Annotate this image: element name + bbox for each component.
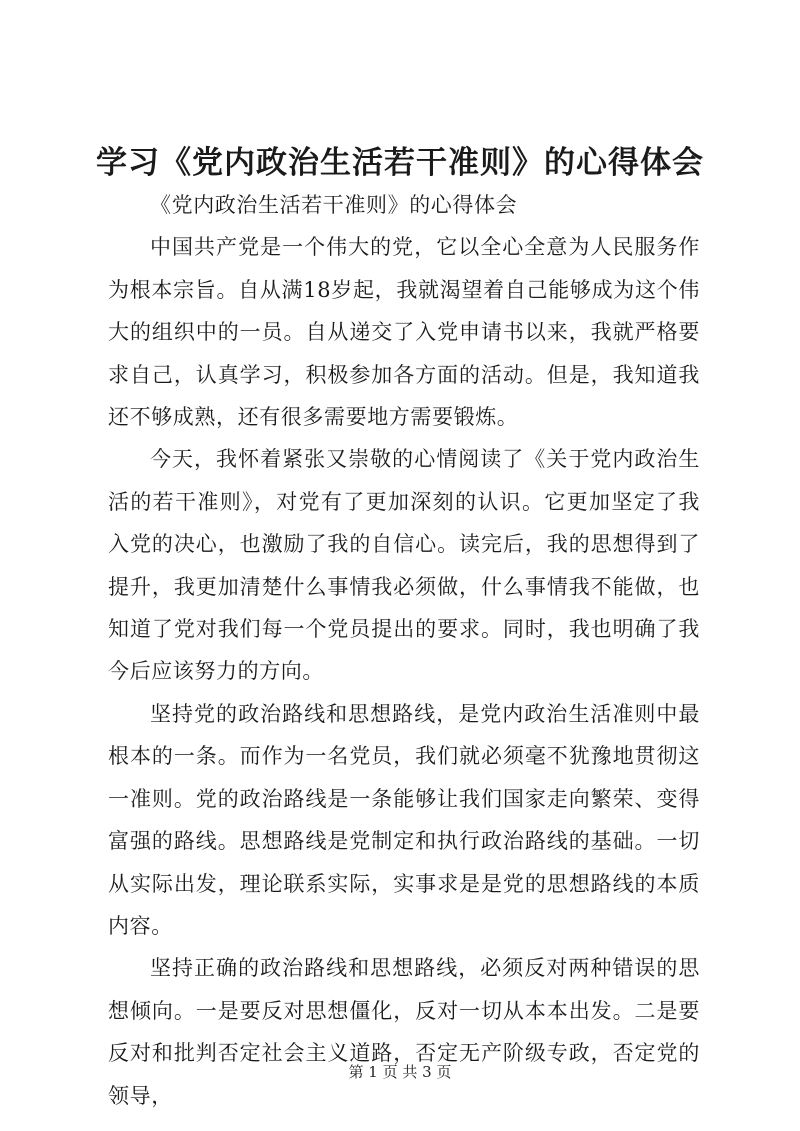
document-body xyxy=(108,184,700,1117)
body-paragraph: 中国共产党是一个伟大的党，它以全心全意为人民服务作为根本宗旨。自从满18岁起，我就渴望着自己能够成为这个伟大的组织中的一员。自从递交了入党申请书以来，我就严格要求自己，认真学习，积极参加各方面的活动。但是，我知道我还不够成熟，还有很多需要地方需要锻炼。 xyxy=(108,235,700,430)
body-paragraph: 今天，我怀着紧张又崇敬的心情阅读了《关于党内政治生活的若干准则》，对党有了更加深刻的认识。它更加坚定了我入党的决心，也激励了我的自信心。读完后，我的思想得到了提升，我更加清楚什么事情我必须做，什么事情我不能做，也知道了党对我们每一个党员提出的要求。同时，我也明确了我今后应该努力的方向。 xyxy=(108,447,700,684)
body-paragraph: 坚持党的政治路线和思想路线，是党内政治生活准则中最根本的一条。而作为一名党员，我们就必须毫不犹豫地贯彻这一准则。党的政治路线是一条能够让我们国家走向繁荣、变得富强的路线。思想路线是党制定和执行政治路线的基础。一切从实际出发，理论联系实际，实事求是是党的思想路线的本质内容。 xyxy=(108,701,700,938)
page-number-footer: 第 1 页 共 3 页 xyxy=(348,1063,452,1081)
document-title: 学习《党内政治生活若干准则》的心得体会 xyxy=(96,145,704,181)
body-paragraph: 坚持正确的政治路线和思想路线，必须反对两种错误的思想倾向。一是要反对思想僵化，反对一切从本本出发。二是要反对和批判否定社会主义道路，否定无产阶级专政，否定党的领导， xyxy=(108,956,700,1108)
subtitle-paragraph: 《党内政治生活若干准则》的心得体会 xyxy=(150,193,518,217)
